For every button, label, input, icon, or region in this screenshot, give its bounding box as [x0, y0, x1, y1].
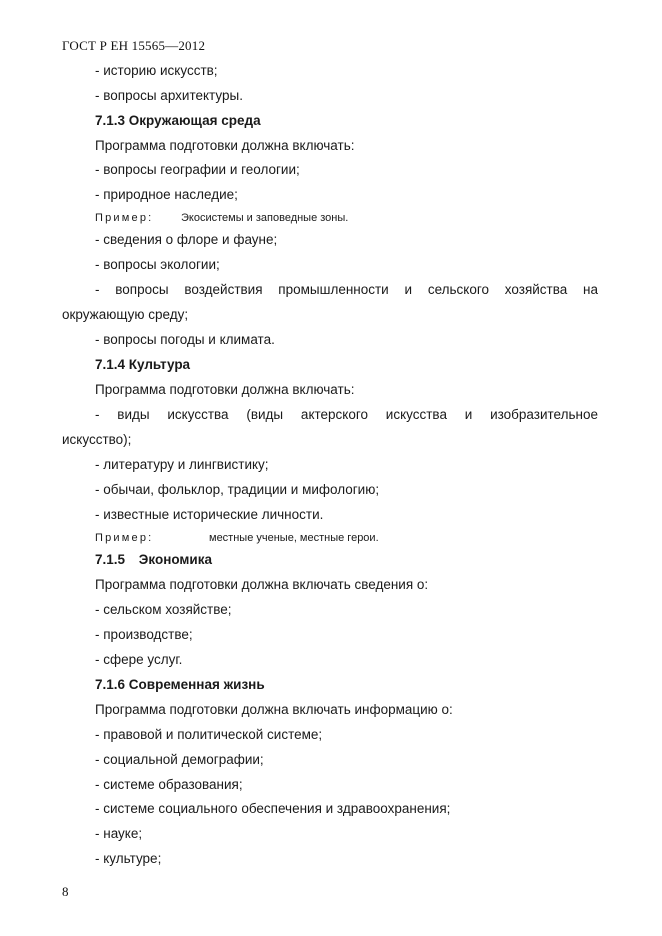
list-item: - виды искусства (виды актерского искусства и изобразительное: [95, 407, 598, 422]
example-label: Пример:: [95, 212, 154, 224]
list-item: - вопросы географии и геологии;: [95, 162, 300, 177]
list-item: - системе образования;: [95, 777, 243, 792]
list-item: - сфере услуг.: [95, 652, 183, 667]
paragraph: Программа подготовки должна включать сведения о:: [95, 577, 429, 592]
list-item: - вопросы воздействия промышленности и сельского хозяйства на: [95, 282, 598, 297]
list-item: - культуре;: [95, 851, 162, 866]
list-item: - производстве;: [95, 627, 193, 642]
page-number: 8: [62, 884, 69, 899]
list-item: - вопросы экологии;: [95, 257, 220, 272]
example-label: Пример:: [95, 532, 154, 544]
document-header: ГОСТ Р ЕН 15565—2012: [62, 38, 206, 53]
list-item: - литературу и лингвистику;: [95, 457, 269, 472]
list-item: - сведения о флоре и фауне;: [95, 232, 278, 247]
list-item: - правовой и политической системе;: [95, 727, 323, 742]
list-item: - сельском хозяйстве;: [95, 602, 232, 617]
example-text: Экосистемы и заповедные зоны.: [181, 212, 349, 224]
list-item: - природное наследие;: [95, 187, 238, 202]
section-heading: 7.1.5 Экономика: [95, 552, 212, 567]
list-item: - обычаи, фольклор, традиции и мифологию;: [95, 482, 380, 497]
list-item: - социальной демографии;: [95, 752, 264, 767]
example-text: местные ученые, местные герои.: [209, 532, 379, 544]
list-item-continuation: окружающую среду;: [62, 307, 189, 322]
section-heading: 7.1.3 Окружающая среда: [95, 113, 261, 128]
example-note: [0, 532, 662, 554]
list-item: - известные исторические личности.: [95, 507, 324, 522]
paragraph: Программа подготовки должна включать:: [95, 382, 355, 397]
list-item-continuation: искусство);: [62, 432, 132, 447]
paragraph: Программа подготовки должна включать информацию о:: [95, 702, 453, 717]
section-heading: 7.1.6 Современная жизнь: [95, 677, 265, 692]
list-item: - системе социального обеспечения и здравоохранения;: [95, 801, 451, 816]
list-item: - историю искусств;: [95, 63, 218, 78]
list-item: - науке;: [95, 826, 143, 841]
example-note: [0, 212, 662, 234]
list-item: - вопросы погоды и климата.: [95, 332, 275, 347]
section-heading: 7.1.4 Культура: [95, 357, 191, 372]
paragraph: Программа подготовки должна включать:: [95, 138, 355, 153]
list-item: - вопросы архитектуры.: [95, 88, 243, 103]
